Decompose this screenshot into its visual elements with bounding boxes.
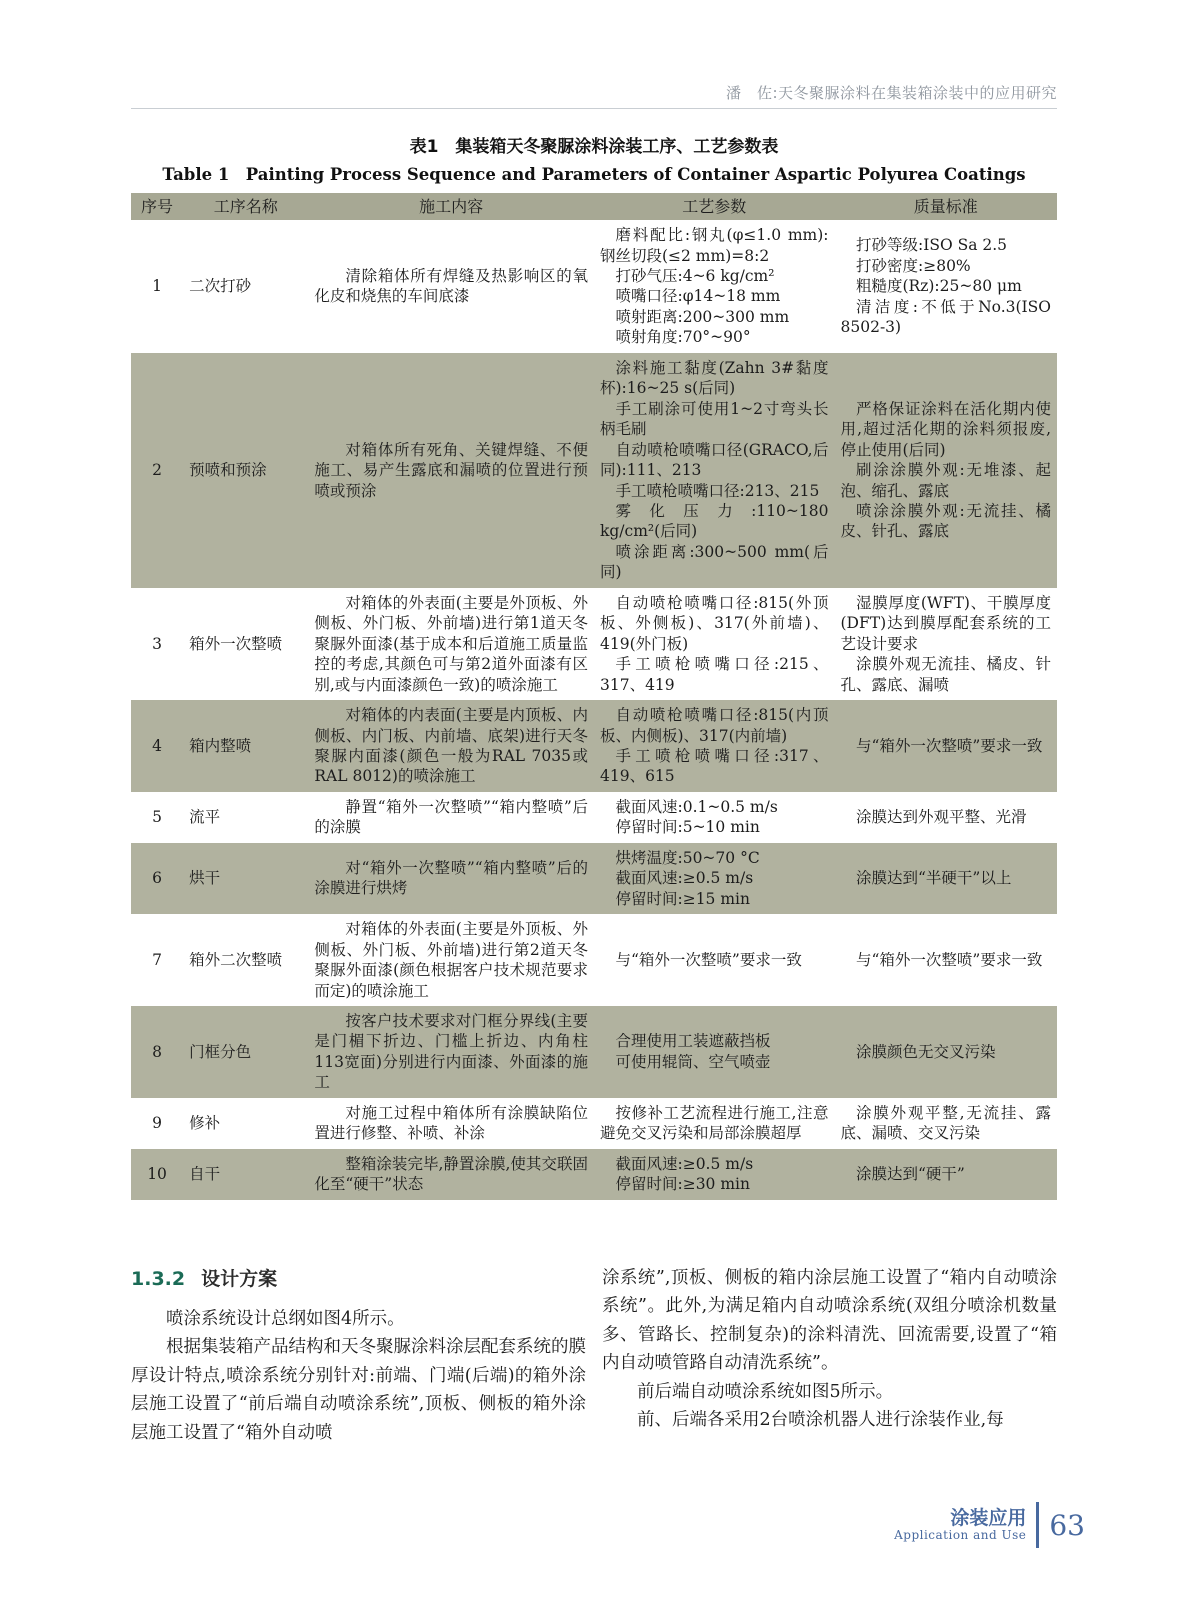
table-row	[131, 843, 1057, 914]
paragraph: 前、后端各采用2台喷涂机器人进行涂装作业,每	[637, 1410, 1004, 1431]
cell-process-params: 涂料施工黏度(Zahn 3#黏度杯):16~25 s(后同) 手工刷涂可使用1~2寸弯头长柄毛刷 自动喷枪喷嘴口径(GRACO,后同):111、213 手工喷枪喷嘴口径:213、215 雾化压力:110~180 kg/cm²(后同) 喷涂距离:300~500 mm(后同)	[594, 353, 835, 588]
process-parameters-table	[131, 193, 1057, 1200]
column-header: 工序名称	[183, 193, 308, 220]
cell-process-params: 磨料配比:钢丸(φ≤1.0 mm):钢丝切段(≤2 mm)=8:2 打砂气压:4~6 kg/cm² 喷嘴口径:φ14~18 mm 喷射距离:200~300 mm 喷射角度:70°~90°	[599, 226, 829, 347]
cell-quality-standard: 严格保证涂料在活化期内使用,超过活化期的涂料须报废,停止使用(后同) 刷涂涂膜外观:无堆漆、起泡、缩孔、露底 喷涂涂膜外观:无流挂、橘皮、针孔、露底	[835, 353, 1058, 588]
table-row	[131, 914, 1057, 1006]
section-heading	[131, 1264, 586, 1295]
table-row	[131, 1006, 1057, 1098]
cell-quality-standard: 涂膜颜色无交叉污染	[835, 1006, 1058, 1098]
table-row	[131, 353, 1057, 588]
cell-work-content: 对箱体所有死角、关键焊缝、不便施工、易产生露底和漏喷的位置进行预喷或预涂	[308, 353, 594, 588]
cell-quality-standard: 打砂等级:ISO Sa 2.5 打砂密度:≥80% 粗糙度(Rz):25~80 μm 清洁度:不低于No.3(ISO 8502-3)	[840, 236, 1051, 337]
cell-process-params: 按修补工艺流程进行施工,注意避免交叉污染和局部涂膜超厚	[599, 1103, 829, 1143]
paragraph: 根据集装箱产品结构和天冬聚脲涂料涂层配套系统的膜厚设计特点,喷涂系统分别针对:前端、门端(后端)的箱外涂层施工设置了“前后端自动喷涂系统”,顶板、侧板的箱外涂层施工设置了“箱外自动喷	[131, 1337, 586, 1443]
table-row	[131, 1149, 1057, 1200]
cell-work-content: 对“箱外一次整喷”“箱内整喷”后的涂膜进行烘烤	[308, 843, 594, 914]
cell-process-name: 箱外一次整喷	[189, 634, 283, 653]
cell-work-content: 静置“箱外一次整喷”“箱内整喷”后的涂膜	[314, 797, 588, 837]
page-number: 63	[1049, 1508, 1085, 1542]
cell-seq-no: 9	[152, 1114, 162, 1132]
table-title-zh: 表1 集装箱天冬聚脲涂料涂装工序、工艺参数表	[409, 137, 779, 157]
left-column	[131, 1264, 586, 1448]
cell-process-name: 门框分色	[183, 1006, 308, 1098]
table-title-en: Table 1 Painting Process Sequence and Parameters of Container Aspartic Polyurea Coatings	[162, 165, 1026, 184]
cell-process-params: 自动喷枪喷嘴口径:815(外顶板、外侧板)、317(外前墙)、419(外门板) 手工喷枪喷嘴口径:215、317、419	[599, 593, 829, 694]
header-rule	[131, 108, 1057, 109]
main-content	[131, 126, 1057, 1447]
section-number: 1.3.2	[131, 1267, 186, 1290]
column-header: 施工内容	[308, 193, 594, 220]
cell-process-name: 流平	[189, 808, 221, 827]
cell-quality-standard: 湿膜厚度(WFT)、干膜厚度(DFT)达到膜厚配套系统的工艺设计要求 涂膜外观无流挂、橘皮、针孔、露底、漏喷	[840, 593, 1051, 694]
cell-seq-no: 5	[152, 808, 162, 827]
paragraph: 涂系统”,顶板、侧板的箱内涂层施工设置了“箱内自动喷涂系统”。此外,为满足箱内自动喷涂系统(双组分喷涂机数量多、管路长、控制复杂)的涂料清洗、回流需要,设置了“箱内自动喷管路自动清洗系统”。	[602, 1267, 1057, 1374]
cell-quality-standard: 涂膜达到“半硬干”以上	[835, 843, 1058, 914]
table-header-row	[131, 193, 1057, 220]
paragraph: 喷涂系统设计总纲如图4所示。	[166, 1308, 405, 1329]
cell-process-name: 修补	[189, 1114, 221, 1132]
cell-process-params: 截面风速:0.1~0.5 m/s 停留时间:5~10 min	[615, 797, 778, 837]
cell-seq-no: 7	[152, 950, 162, 969]
cell-process-params: 自动喷枪喷嘴口径:815(内顶板、内侧板)、317(内前墙) 手工喷枪喷嘴口径:317、419、615	[594, 700, 835, 792]
cell-work-content: 对箱体的外表面(主要是外顶板、外侧板、外门板、外前墙)进行第2道天冬聚脲外面漆(颜色根据客户技术规范要求而定)的喷涂施工	[314, 920, 588, 1000]
body-text	[131, 1264, 1057, 1448]
cell-process-params: 与“箱外一次整喷”要求一致	[615, 950, 802, 969]
cell-process-params: 烘烤温度:50~70 °C 截面风速:≥0.5 m/s 停留时间:≥15 min	[594, 843, 835, 914]
cell-seq-no: 1	[152, 277, 162, 296]
column-header: 质量标准	[835, 193, 1058, 220]
cell-seq-no: 10	[131, 1149, 183, 1200]
right-column	[602, 1264, 1057, 1448]
cell-seq-no: 8	[131, 1006, 183, 1098]
table-row	[131, 220, 1057, 353]
footer-section-en: Application and Use	[894, 1528, 1027, 1543]
running-head: 潘 佐:天冬聚脲涂料在集装箱涂装中的应用研究	[725, 84, 1057, 102]
cell-process-name: 箱外二次整喷	[189, 950, 283, 969]
cell-work-content: 对施工过程中箱体所有涂膜缺陷位置进行修整、补喷、补涂	[314, 1103, 588, 1143]
table-row	[131, 1098, 1057, 1149]
table-row	[131, 792, 1057, 843]
cell-process-name: 预喷和预涂	[183, 353, 308, 588]
footer-divider-bar	[1036, 1502, 1039, 1548]
cell-process-name: 箱内整喷	[183, 700, 308, 792]
cell-process-params: 截面风速:≥0.5 m/s 停留时间:≥30 min	[594, 1149, 835, 1200]
footer-labels	[894, 1508, 1036, 1543]
cell-quality-standard: 涂膜达到“硬干”	[835, 1149, 1058, 1200]
page-footer	[894, 1502, 1085, 1548]
cell-process-name: 二次打砂	[189, 277, 252, 296]
cell-seq-no: 2	[131, 353, 183, 588]
cell-work-content: 对箱体的内表面(主要是内顶板、内侧板、内门板、内前墙、底架)进行天冬聚脲内面漆(颜色一般为RAL 7035或RAL 8012)的喷涂施工	[308, 700, 594, 792]
cell-quality-standard: 与“箱外一次整喷”要求一致	[856, 950, 1043, 969]
cell-seq-no: 4	[131, 700, 183, 792]
cell-process-name: 自干	[183, 1149, 308, 1200]
cell-seq-no: 6	[131, 843, 183, 914]
column-header: 工艺参数	[594, 193, 835, 220]
cell-work-content: 整箱涂装完毕,静置涂膜,使其交联固化至“硬干”状态	[308, 1149, 594, 1200]
cell-quality-standard: 涂膜外观平整,无流挂、露底、漏喷、交叉污染	[840, 1103, 1051, 1143]
cell-process-name: 烘干	[183, 843, 308, 914]
cell-work-content: 清除箱体所有焊缝及热影响区的氧化皮和烧焦的车间底漆	[314, 267, 588, 306]
paragraph: 前后端自动喷涂系统如图5所示。	[637, 1381, 894, 1402]
cell-process-params: 合理使用工装遮蔽挡板 可使用辊筒、空气喷壶	[594, 1006, 835, 1098]
column-header: 序号	[131, 193, 183, 220]
cell-quality-standard: 涂膜达到外观平整、光滑	[856, 808, 1027, 827]
table-row	[131, 588, 1057, 700]
cell-quality-standard: 与“箱外一次整喷”要求一致	[835, 700, 1058, 792]
section-title: 设计方案	[201, 1267, 278, 1290]
footer-section-zh: 涂装应用	[950, 1506, 1027, 1529]
table-row	[131, 700, 1057, 792]
cell-seq-no: 3	[152, 634, 162, 653]
cell-work-content: 对箱体的外表面(主要是外顶板、外侧板、外门板、外前墙)进行第1道天冬聚脲外面漆(基于成本和后道施工质量监控的考虑,其颜色可与第2道外面漆有区别,或与内面漆颜色一致)的喷涂施工	[314, 593, 588, 694]
cell-work-content: 按客户技术要求对门框分界线(主要是门楣下折边、门槛上折边、内角柱113宽面)分别进行内面漆、外面漆的施工	[308, 1006, 594, 1098]
